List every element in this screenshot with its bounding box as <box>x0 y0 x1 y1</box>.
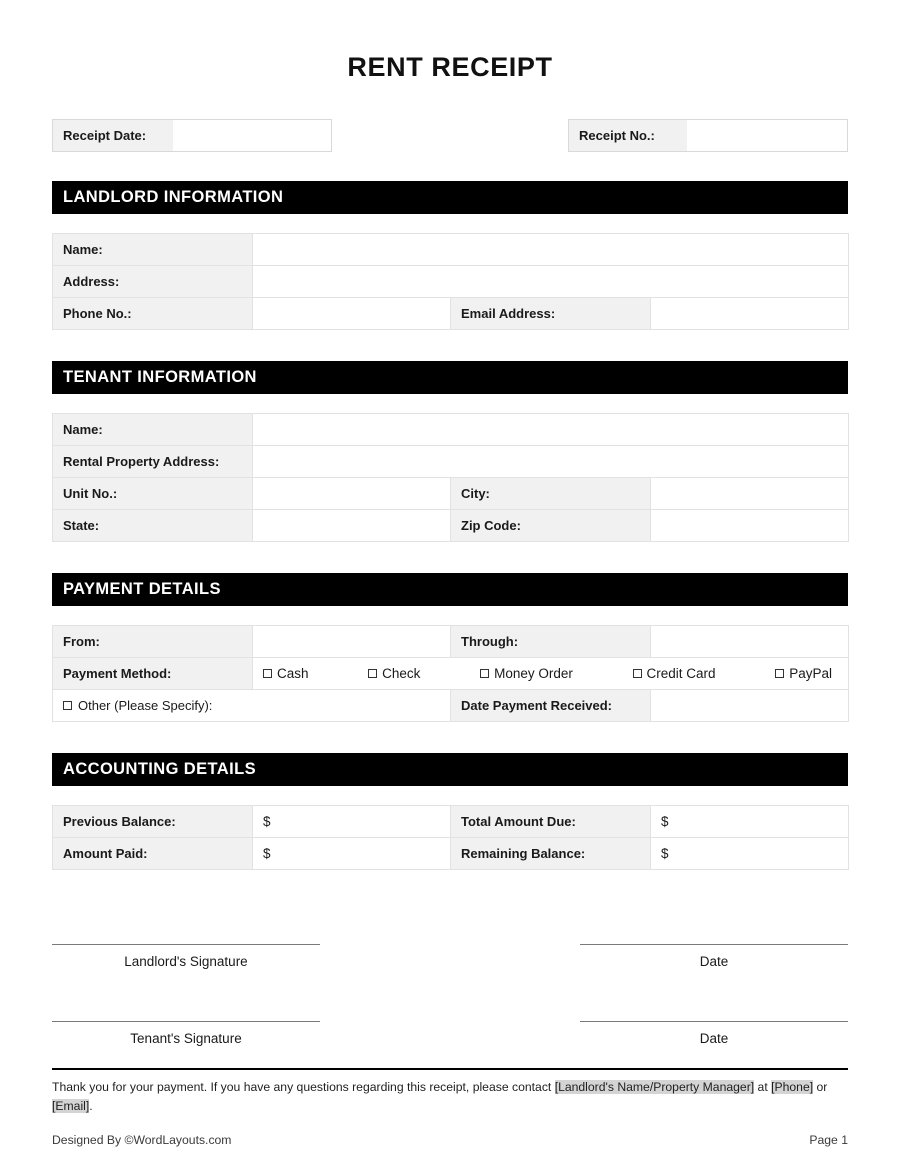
footer-placeholder-contact[interactable]: [Landlord's Name/Property Manager] <box>554 1080 755 1095</box>
designed-by-credit: Designed By ©WordLayouts.com <box>52 1133 232 1147</box>
landlord-name-input[interactable] <box>253 234 849 266</box>
accounting-table-wrap <box>52 805 848 870</box>
tenant-date-block[interactable] <box>580 1021 848 1046</box>
footer-note-part3: or <box>813 1080 828 1095</box>
payment-from-label: From: <box>53 626 253 658</box>
section-header-landlord: LANDLORD INFORMATION <box>52 181 848 214</box>
checkbox-icon[interactable] <box>480 669 489 678</box>
checkbox-icon[interactable] <box>775 669 784 678</box>
landlord-phone-label: Phone No.: <box>53 298 253 330</box>
table-row <box>53 510 849 542</box>
tenant-date-caption: Date <box>699 1031 729 1046</box>
table-row <box>53 478 849 510</box>
tenant-rental-address-label: Rental Property Address: <box>53 446 253 478</box>
footer-thank-you-note <box>52 1078 848 1116</box>
payment-method-other[interactable] <box>53 690 451 722</box>
tenant-zip-code-input[interactable] <box>651 510 849 542</box>
total-amount-due-input[interactable]: $ <box>651 806 849 838</box>
date-payment-received-input[interactable] <box>651 690 849 722</box>
receipt-date-label: Receipt Date: <box>53 120 173 151</box>
previous-balance-input[interactable]: $ <box>253 806 451 838</box>
tenant-state-label: State: <box>53 510 253 542</box>
footer-note-part2: at <box>754 1080 772 1095</box>
signature-row-tenant <box>52 1021 848 1046</box>
payment-method-money-order[interactable] <box>480 666 573 681</box>
receipt-no-label: Receipt No.: <box>569 120 687 151</box>
tenant-signature-block[interactable] <box>52 1021 320 1046</box>
tenant-unit-no-label: Unit No.: <box>53 478 253 510</box>
payment-through-input[interactable] <box>651 626 849 658</box>
landlord-date-caption: Date <box>699 954 729 969</box>
payment-method-paypal[interactable] <box>775 666 832 681</box>
footer-note-part4: . <box>89 1099 93 1114</box>
payment-method-cash[interactable] <box>263 666 309 681</box>
receipt-date-box <box>52 119 332 152</box>
footer-bottom-row <box>52 1133 848 1147</box>
payment-method-money-order-label: Money Order <box>494 666 573 681</box>
payment-method-other-label: Other (Please Specify): <box>78 698 213 713</box>
table-row <box>53 234 849 266</box>
section-header-tenant: TENANT INFORMATION <box>52 361 848 394</box>
table-row <box>53 658 849 690</box>
section-header-accounting: ACCOUNTING DETAILS <box>52 753 848 786</box>
remaining-balance-label: Remaining Balance: <box>451 838 651 870</box>
tenant-rental-address-input[interactable] <box>253 446 849 478</box>
payment-method-credit-card[interactable] <box>633 666 716 681</box>
landlord-name-label: Name: <box>53 234 253 266</box>
payment-from-input[interactable] <box>253 626 451 658</box>
landlord-signature-block[interactable] <box>52 944 320 969</box>
remaining-balance-input[interactable]: $ <box>651 838 849 870</box>
payment-method-credit-card-label: Credit Card <box>646 666 716 681</box>
footer-divider <box>52 1068 848 1070</box>
signature-row-landlord <box>52 944 848 969</box>
amount-paid-input[interactable]: $ <box>253 838 451 870</box>
checkbox-icon[interactable] <box>633 669 642 678</box>
tenant-signature-caption: Tenant's Signature <box>130 1031 242 1046</box>
table-row <box>53 266 849 298</box>
footer-note-part1: Thank you for your payment. If you have any questions regarding this receipt, please contact <box>52 1080 555 1095</box>
footer-placeholder-phone[interactable]: [Phone] <box>771 1080 814 1095</box>
landlord-table <box>52 233 849 330</box>
receipt-date-input[interactable] <box>173 120 331 151</box>
total-amount-due-label: Total Amount Due: <box>451 806 651 838</box>
table-row <box>53 414 849 446</box>
landlord-email-label: Email Address: <box>451 298 651 330</box>
table-row <box>53 806 849 838</box>
landlord-address-input[interactable] <box>253 266 849 298</box>
tenant-table <box>52 413 849 542</box>
payment-table <box>52 625 849 722</box>
table-row <box>53 838 849 870</box>
payment-method-options <box>253 658 849 690</box>
receipt-no-box <box>568 119 848 152</box>
payment-method-cash-label: Cash <box>277 666 309 681</box>
section-header-payment: PAYMENT DETAILS <box>52 573 848 606</box>
signature-area <box>52 944 848 1046</box>
tenant-name-input[interactable] <box>253 414 849 446</box>
landlord-table-wrap <box>52 233 848 330</box>
checkbox-icon[interactable] <box>263 669 272 678</box>
table-row <box>53 446 849 478</box>
payment-method-paypal-label: PayPal <box>789 666 832 681</box>
amount-paid-label: Amount Paid: <box>53 838 253 870</box>
receipt-no-input[interactable] <box>687 120 847 151</box>
landlord-date-block[interactable] <box>580 944 848 969</box>
tenant-state-input[interactable] <box>253 510 451 542</box>
tenant-table-wrap <box>52 413 848 542</box>
checkbox-icon[interactable] <box>368 669 377 678</box>
payment-method-check-label: Check <box>382 666 421 681</box>
landlord-email-input[interactable] <box>651 298 849 330</box>
tenant-city-label: City: <box>451 478 651 510</box>
payment-through-label: Through: <box>451 626 651 658</box>
tenant-name-label: Name: <box>53 414 253 446</box>
table-row <box>53 298 849 330</box>
tenant-unit-no-input[interactable] <box>253 478 451 510</box>
landlord-signature-caption: Landlord's Signature <box>124 954 248 969</box>
payment-method-label: Payment Method: <box>53 658 253 690</box>
payment-method-check[interactable] <box>368 666 420 681</box>
landlord-address-label: Address: <box>53 266 253 298</box>
table-row <box>53 690 849 722</box>
tenant-zip-code-label: Zip Code: <box>451 510 651 542</box>
checkbox-icon[interactable] <box>63 701 72 710</box>
tenant-city-input[interactable] <box>651 478 849 510</box>
accounting-table <box>52 805 849 870</box>
previous-balance-label: Previous Balance: <box>53 806 253 838</box>
date-payment-received-label: Date Payment Received: <box>451 690 651 722</box>
payment-table-wrap <box>52 625 848 722</box>
table-row <box>53 626 849 658</box>
receipt-meta-row <box>52 119 848 152</box>
page-title: RENT RECEIPT <box>347 52 553 82</box>
page-number: Page 1 <box>809 1133 848 1147</box>
landlord-phone-input[interactable] <box>253 298 451 330</box>
page-footer <box>52 1068 848 1147</box>
footer-placeholder-email[interactable]: [Email] <box>52 1099 90 1114</box>
